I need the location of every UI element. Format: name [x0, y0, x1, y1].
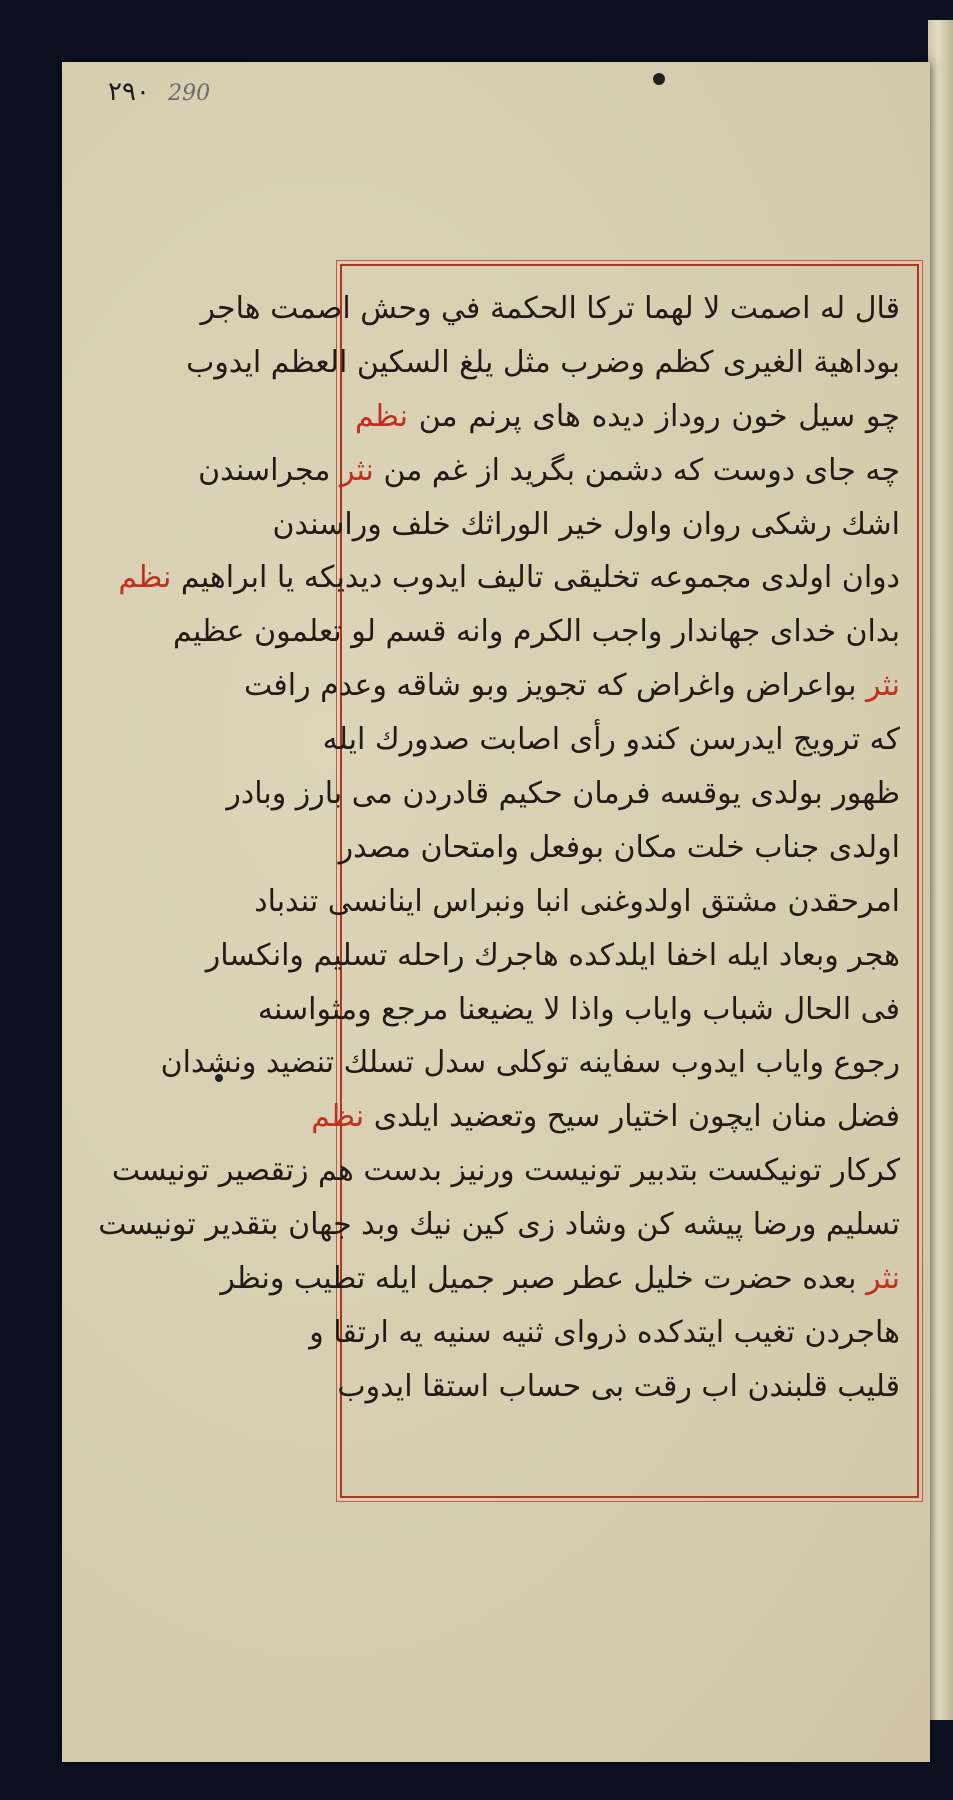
text-line	[272, 498, 900, 552]
text-line	[220, 1252, 900, 1306]
adjacent-leaf-edge	[928, 20, 953, 1720]
line-text: که ترویج ایدرسن کندو رأی اصابت صدورك ایله	[322, 722, 900, 758]
line-text: تسلیم ورضا پیشه کن وشاد زی کین نیك وبد جهان بتقدیر تونیست	[98, 1207, 900, 1243]
text-block	[98, 282, 900, 1414]
text-line	[160, 1036, 900, 1090]
line-text: اشك رشكى روان واول خیر الوراثك خلف وراسندن	[272, 506, 900, 542]
line-text: امرحقدن مشتق اولدوغنی انبا ونبراس اینانسی تندباد	[254, 883, 900, 919]
line-text: بدان خدای جهاندار واجب الکرم وانه قسم لو تعلمون عظیم	[173, 614, 900, 650]
text-line	[254, 875, 900, 929]
text-line	[198, 444, 900, 498]
line-text: بعده حضرت خلیل عطر صبر جمیل ایله تطیب ونظر	[220, 1261, 857, 1297]
rubric-marker: نثر	[866, 1261, 900, 1297]
folio-number	[108, 72, 210, 112]
line-text: فضل منان ایچون اختیار سیح وتعضید ایلدی	[373, 1099, 900, 1135]
text-line	[186, 336, 900, 390]
rubric-marker: نظم	[355, 398, 408, 434]
line-text: فی الحال شباب وایاب واذا لا یضیعنا مرجع ومثواسنه	[257, 991, 900, 1027]
line-text: بواعراض واغراض که تجویز وبو شاقه وعدم رافت	[243, 668, 857, 704]
line-text: هجر وبعاد ایله اخفا ایلدکده هاجرك راحله تسلیم وانکسار	[205, 937, 900, 973]
line-text: قال له اصمت لا لهما تركا الحكمة في وحش اصمت هاجر	[200, 291, 900, 326]
line-text-continued: مجراسندن	[198, 452, 331, 488]
text-line	[118, 551, 900, 605]
line-text: چو سیل خون روداز دیده های پرنم من	[418, 398, 900, 434]
text-line	[111, 1144, 900, 1198]
text-line	[311, 1090, 900, 1144]
line-text: دوان اولدی مجموعه تخلیقى تالیف ایدوب دیدیکه یا ابراهیم	[180, 560, 900, 596]
text-line	[98, 1198, 900, 1252]
text-line	[205, 929, 900, 983]
rubric-marker: نثر	[339, 452, 374, 488]
text-line	[257, 983, 900, 1037]
text-line	[338, 821, 900, 875]
folio-pencil: 290	[168, 81, 211, 106]
line-text: ظهور بولدی یوقسه فرمان حکیم قادردن می بارز وبادر	[226, 776, 900, 812]
line-text: قلیب قلبندن اب رقت بی حساب استقا ایدوب	[337, 1368, 900, 1404]
line-text: بوداهیة الغیری کظم وضرب مثل یلغ السکین العظم ایدوب	[186, 344, 900, 380]
rubric-marker: نظم	[118, 560, 172, 596]
text-line	[355, 390, 900, 444]
folio-ink: ۲۹۰	[108, 77, 150, 107]
rubric-marker: نظم	[311, 1099, 365, 1135]
rubric-marker: نثر	[866, 668, 900, 704]
text-line	[337, 1360, 900, 1414]
text-line	[200, 282, 900, 336]
line-text: رجوع وایاب ایدوب سفاینه توکلی سدل تسلك تنضید ونشدان	[160, 1045, 900, 1081]
line-text: اولدی جناب خلت مکان بوفعل وامتحان مصدر	[338, 829, 900, 865]
text-line	[322, 713, 900, 767]
text-line	[243, 659, 900, 713]
line-text: هاجردن تغیب ایتدکده ذروای ثنیه سنیه یه ارتقا و	[309, 1314, 900, 1350]
text-line	[173, 605, 900, 659]
line-text: کرکار تونیکست بتدبیر تونیست ورنیز بدست هم زتقصیر تونیست	[111, 1153, 900, 1189]
text-line	[309, 1306, 900, 1360]
ink-spot	[653, 73, 665, 85]
line-text: چه جای دوست که دشمن بگرید از غم من	[383, 452, 900, 488]
text-line	[226, 767, 900, 821]
